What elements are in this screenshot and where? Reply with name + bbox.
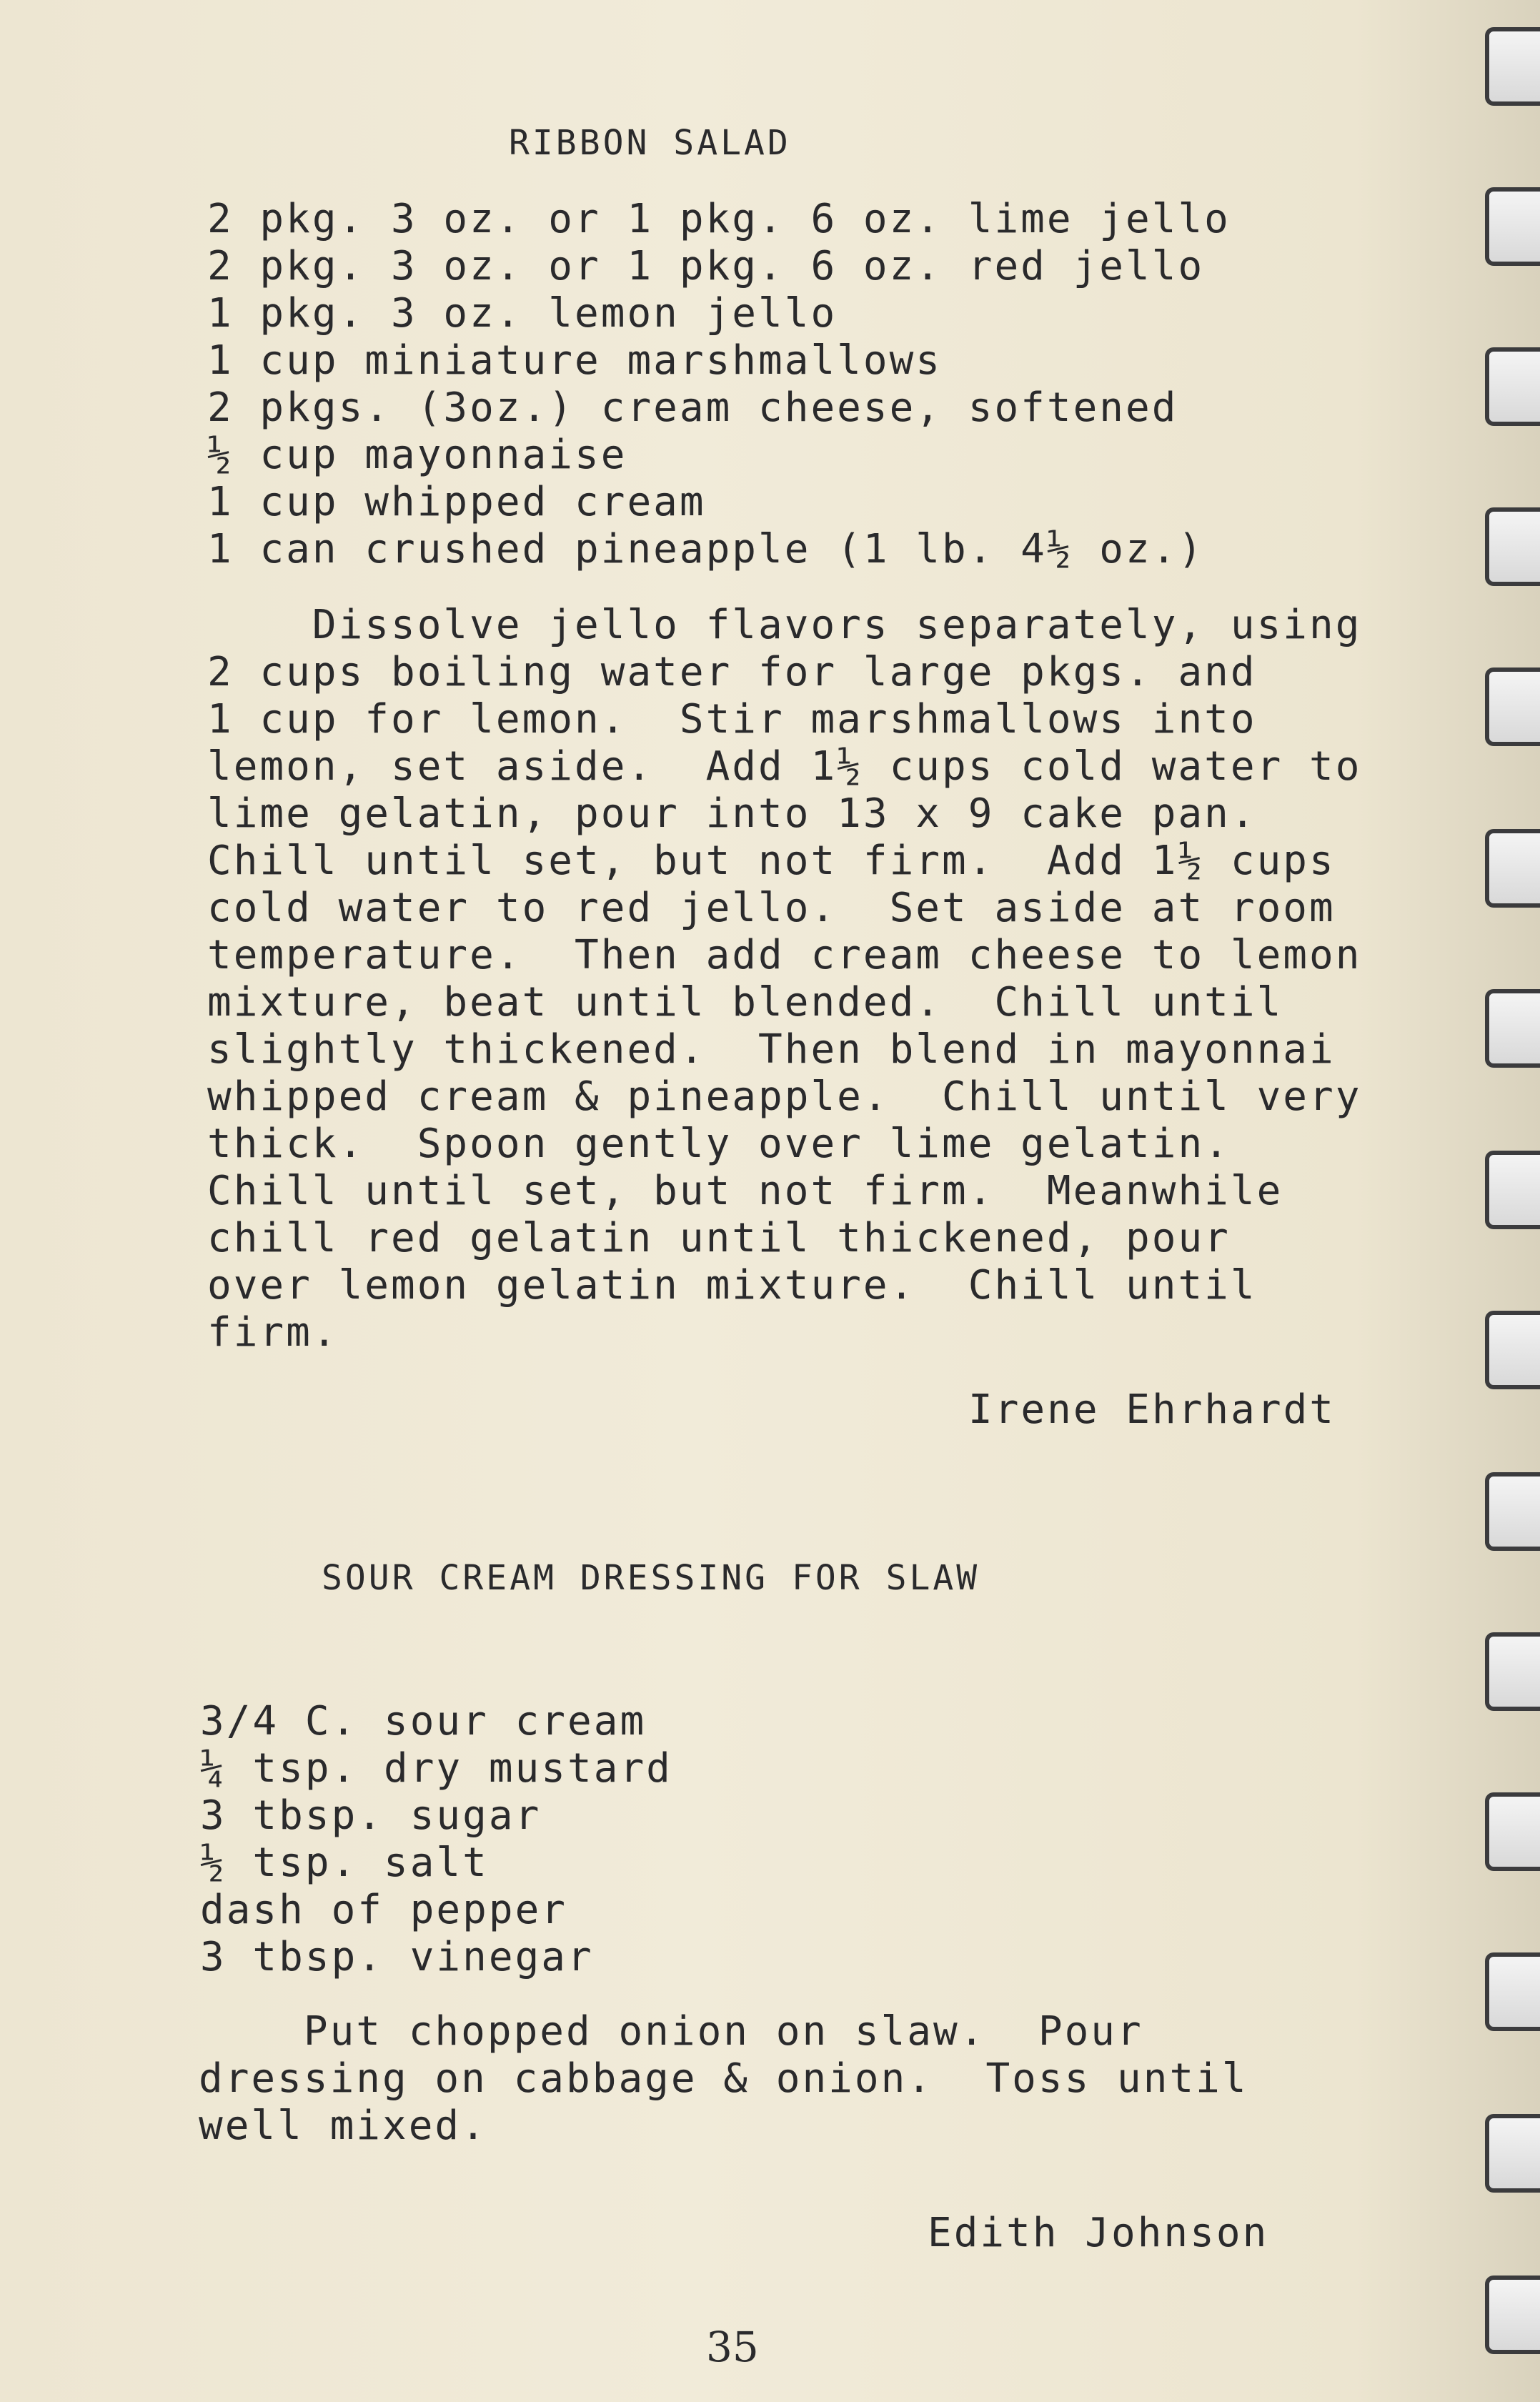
binding-ring-icon [1485, 2276, 1540, 2354]
binding-ring-icon [1485, 1311, 1540, 1389]
binding-ring-icon [1485, 1151, 1540, 1229]
binding-ring-icon [1485, 1792, 1540, 1871]
direction-line: Dissolve jello flavors separately, using [207, 602, 1362, 648]
slaw-dressing-directions [199, 2008, 1248, 2150]
direction-line: cold water to red jello. Set aside at room [207, 885, 1336, 931]
ingredient-line: ½ tsp. salt [200, 1840, 489, 1886]
ingredient-line: 3 tbsp. vinegar [200, 1934, 594, 1980]
direction-line: Put chopped onion on slaw. Pour [199, 2008, 1143, 2055]
ingredient-line: 1 pkg. 3 oz. lemon jello [207, 290, 838, 337]
binding-ring-icon [1485, 829, 1540, 908]
ingredient-line: ¼ tsp. dry mustard [200, 1745, 672, 1792]
ribbon-salad-directions [207, 602, 1361, 1356]
binding-ring-icon [1485, 27, 1540, 106]
direction-line: dressing on cabbage & onion. Toss until [199, 2055, 1248, 2102]
slaw-dressing-ingredients [200, 1698, 672, 1981]
direction-line: Chill until set, but not firm. Meanwhile [207, 1168, 1283, 1214]
direction-line: Chill until set, but not firm. Add 1½ cups [207, 838, 1336, 884]
ingredient-line: 1 can crushed pineapple (1 lb. 4½ oz.) [207, 526, 1205, 572]
direction-line: whipped cream & pineapple. Chill until very [207, 1073, 1362, 1120]
binding-ring-icon [1485, 1472, 1540, 1551]
binding-ring-icon [1485, 1952, 1540, 2031]
direction-line: lime gelatin, pour into 13 x 9 cake pan. [207, 790, 1257, 837]
direction-line: well mixed. [199, 2103, 487, 2149]
ingredient-line: 2 pkgs. (3oz.) cream cheese, softened [207, 384, 1178, 431]
binding-ring-icon [1485, 507, 1540, 586]
page-number: 35 [706, 2323, 759, 2371]
direction-line: temperature. Then add cream cheese to lemon [207, 932, 1362, 978]
recipe-author-irene: Irene Ehrhardt [968, 1386, 1336, 1433]
direction-line: mixture, beat until blended. Chill until [207, 979, 1283, 1026]
ingredient-line: 3/4 C. sour cream [200, 1698, 647, 1745]
binding-ring-icon [1485, 347, 1540, 426]
direction-line: thick. Spoon gently over lime gelatin. [207, 1121, 1231, 1167]
direction-line: 1 cup for lemon. Stir marshmallows into [207, 696, 1257, 743]
ribbon-salad-ingredients [207, 196, 1231, 573]
direction-line: lemon, set aside. Add 1½ cups cold water to [207, 743, 1362, 790]
direction-line: over lemon gelatin mixture. Chill until [207, 1262, 1257, 1309]
ingredient-line: 3 tbsp. sugar [200, 1792, 542, 1839]
ingredient-line: 1 cup miniature marshmallows [207, 337, 943, 384]
ingredient-line: dash of pepper [200, 1887, 568, 1933]
direction-line: slightly thickened. Then blend in mayonnai [207, 1026, 1336, 1073]
ingredient-line: ½ cup mayonnaise [207, 432, 627, 478]
recipe-author-edith: Edith Johnson [928, 2210, 1269, 2256]
binding-ring-icon [1485, 668, 1540, 746]
binding-ring-icon [1485, 989, 1540, 1068]
ingredient-line: 1 cup whipped cream [207, 479, 706, 525]
binding-ring-icon [1485, 1632, 1540, 1711]
recipe-title-ribbon-salad: RIBBON SALAD [509, 123, 791, 163]
ingredient-line: 2 pkg. 3 oz. or 1 pkg. 6 oz. red jello [207, 243, 1205, 289]
direction-line: firm. [207, 1309, 339, 1356]
binding-ring-icon [1485, 2114, 1540, 2193]
direction-line: chill red gelatin until thickened, pour [207, 1215, 1231, 1261]
ingredient-line: 2 pkg. 3 oz. or 1 pkg. 6 oz. lime jello [207, 196, 1231, 242]
direction-line: 2 cups boiling water for large pkgs. and [207, 649, 1257, 695]
recipe-title-sour-cream-dressing: SOUR CREAM DRESSING FOR SLAW [322, 1558, 980, 1598]
binding-ring-icon [1485, 187, 1540, 266]
